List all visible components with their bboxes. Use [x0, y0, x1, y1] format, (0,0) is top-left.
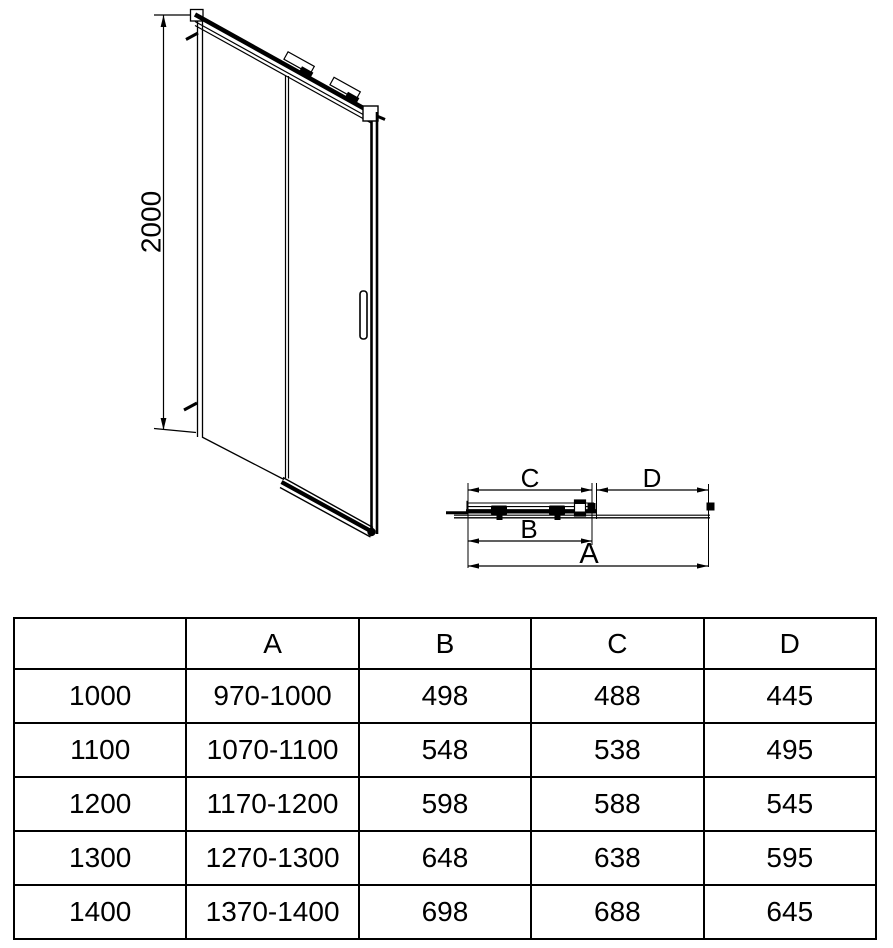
value-cell: 648 — [359, 831, 531, 885]
dim-label-a: A — [579, 538, 599, 570]
glass-bottom-edge — [202, 437, 284, 480]
value-cell: 638 — [531, 831, 703, 885]
col-header-b: B — [359, 618, 531, 669]
value-cell: 548 — [359, 723, 531, 777]
value-cell: 1070-1100 — [186, 723, 358, 777]
size-cell: 1000 — [14, 669, 186, 723]
table-row — [14, 669, 876, 723]
col-header-c: C — [531, 618, 703, 669]
bottom-rail — [280, 478, 376, 538]
plan-stopper-block — [575, 500, 586, 516]
size-cell: 1400 — [14, 885, 186, 939]
table-row — [14, 777, 876, 831]
bottom-rail-end-cap — [367, 528, 375, 536]
value-cell: 970-1000 — [186, 669, 358, 723]
height-dimension-label: 2000 — [135, 190, 167, 254]
table-header-row — [14, 618, 876, 669]
value-cell: 545 — [704, 777, 876, 831]
height-dim-arrow-up — [161, 15, 167, 27]
table-row — [14, 723, 876, 777]
dim-label-c: C — [520, 463, 540, 493]
height-dim-arrow-down — [161, 418, 167, 430]
dim-label-b: B — [520, 514, 538, 544]
value-cell: 488 — [531, 669, 703, 723]
table-row — [14, 885, 876, 939]
value-cell: 598 — [359, 777, 531, 831]
value-cell: 1370-1400 — [186, 885, 358, 939]
value-cell: 538 — [531, 723, 703, 777]
front-view — [154, 10, 385, 538]
right-door-profile — [372, 112, 378, 534]
size-cell: 1200 — [14, 777, 186, 831]
value-cell: 495 — [704, 723, 876, 777]
value-cell: 445 — [704, 669, 876, 723]
value-cell: 1270-1300 — [186, 831, 358, 885]
sliding-panel-edge — [286, 76, 289, 479]
table-row — [14, 831, 876, 885]
right-bracket-tick — [378, 117, 385, 120]
left-wall-profile — [191, 10, 204, 438]
col-header-a: A — [186, 618, 358, 669]
size-cell: 1100 — [14, 723, 186, 777]
value-cell: 645 — [704, 885, 876, 939]
plan-rail-end-cap — [588, 503, 596, 512]
dimensions-table — [13, 617, 877, 940]
door-handle — [360, 291, 367, 339]
dim-label-d: D — [642, 463, 662, 493]
plan-wall-bracket — [707, 503, 715, 511]
value-cell: 588 — [531, 777, 703, 831]
size-cell: 1300 — [14, 831, 186, 885]
value-cell: 1170-1200 — [186, 777, 358, 831]
value-cell: 688 — [531, 885, 703, 939]
top-rail — [195, 15, 374, 124]
value-cell: 595 — [704, 831, 876, 885]
value-cell: 498 — [359, 669, 531, 723]
col-header-d: D — [704, 618, 876, 669]
wall-bracket-ticks — [184, 33, 198, 410]
value-cell: 698 — [359, 885, 531, 939]
col-header-size — [14, 618, 186, 669]
